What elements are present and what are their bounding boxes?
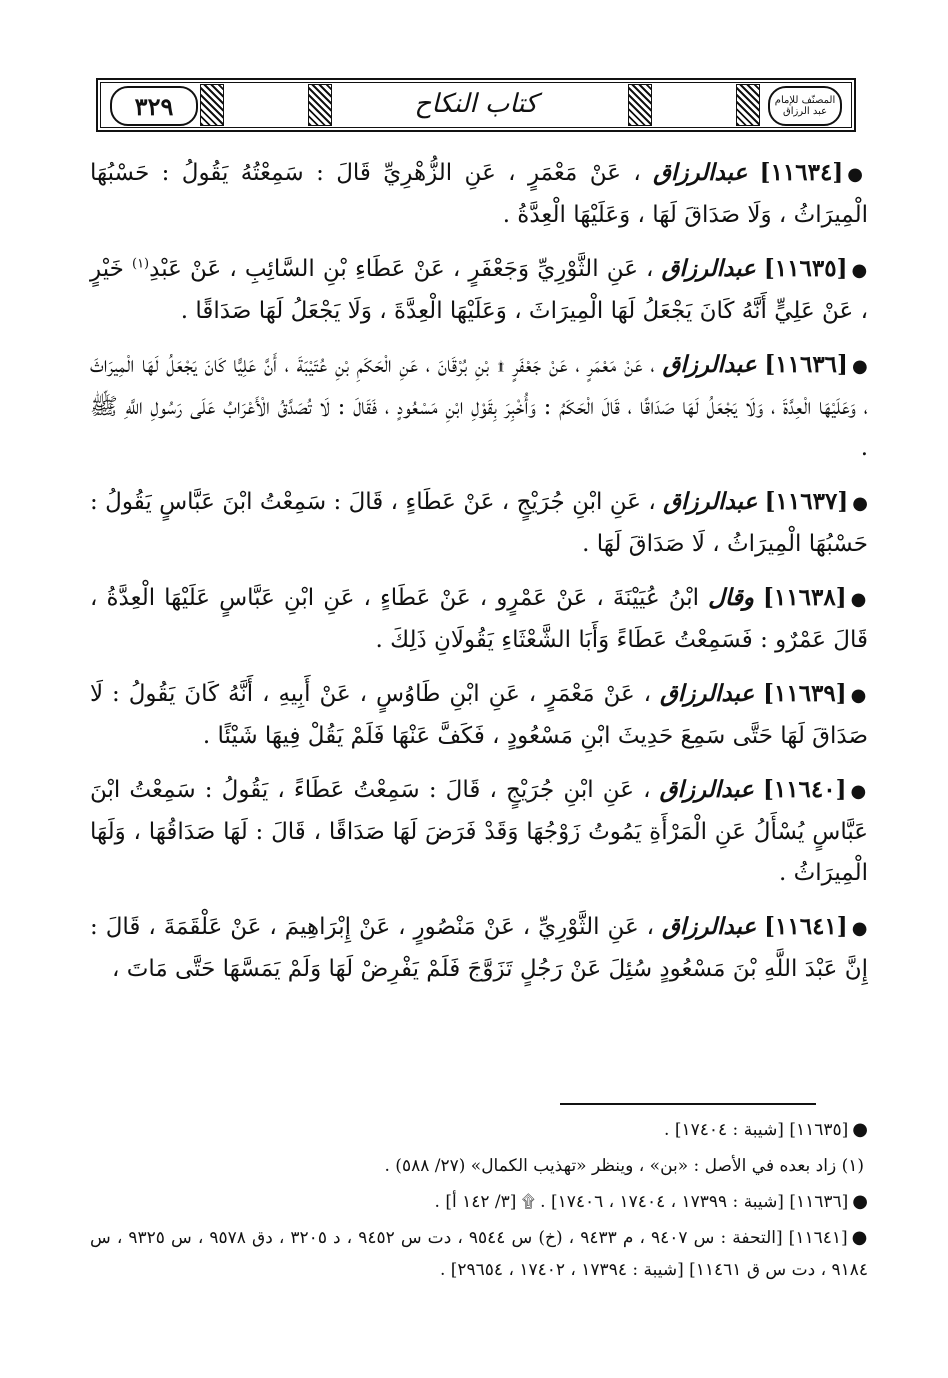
hadith-author: عبدالرزاق [653,159,748,186]
hadith-entry [90,248,868,332]
hadith-entry [90,577,868,661]
hadith-text: ، عَنِ ابْنِ جُرَيْجٍ ، عَنْ عَطَاءٍ ، قَالَ : سَمِعْتُ ابْنَ عَبَّاسٍ يَقُولُ : حَسْبُهَا الْمِيرَاثُ ، لَا صَدَاقَ لَهَا . [90,489,868,557]
hadith-entry [90,152,868,236]
hadith-number: [١١٦٣٧] [764,488,849,515]
bullet-icon: ● [851,918,869,939]
hadith-number: [١١٦٤١] [764,913,848,940]
footnote [90,1186,868,1218]
hadith-text: ابْنُ عُيَيْنَةَ ، عَنْ عَمْرٍو ، عَنْ عَطَاءٍ ، عَنِ ابْنِ عَبَّاسٍ عَلَيْهَا الْعِدَّةُ ، قَالَ عَمْرٌو : فَسَمِعْتُ عَطَاءً وَأَبَا الشَّعْثَاءِ يَقُولَانِ ذَلِكَ . [90,585,868,653]
hadith-number: [١١٦٤٠] [762,776,847,803]
hadith-number: [١١٦٣٥] [763,255,848,282]
bullet-icon: ● [847,164,868,185]
hadith-entry [90,481,868,565]
hadith-text: ، عَنْ مَعْمَرٍ ، عَنْ جَعْفَرٍ ۩ بْنِ بُرْقَانَ ، عَنِ الْحَكَمِ بْنِ عُتَيْبَةَ ، أَنَّ عَلِيًّا كَانَ يَجْعَلُ لَهَا الْمِيرَاثَ ، وَعَلَيْهَا الْعِدَّةَ ، وَلَا يَجْعَلُ لَهَا صَدَاقًا ، قَالَ الْحَكَمُ : وَأُخْبِرَ بِقَوْلِ ابْنِ مَسْعُودٍ ، فَقَالَ : لَا تُصَدَّقُ الْأَعْرَابُ عَلَى رَسُولِ اللَّهِ ﷺ . [90,352,868,461]
hadith-entry [90,673,868,757]
footnote-text: [١١٦٣٦] [شيبة : ١٧٣٩٩ ، ١٧٤٠٤ ، ١٧٤٠٦] . ۩ [٣/ ١٤٢ أ] . [434,1192,849,1212]
hadith-text: ، عَنِ الثَّوْرِيِّ ، عَنْ مَنْصُورٍ ، عَنْ إِبْرَاهِيمَ ، عَنْ عَلْقَمَةَ ، قَالَ : إِنَّ عَبْدَ اللَّهِ بْنَ مَسْعُودٍ سُئِلَ عَنْ رَجُلٍ تَزَوَّجَ فَلَمْ يَفْرِضْ لَهَا وَلَمْ يَمَسَّهَا حَتَّى مَاتَ ، [90,914,868,982]
page-header [96,78,856,132]
hadith-author: عبدالرزاق [661,255,756,282]
footnote-text: [١١٦٤١] [التحفة : س ٩٤٠٧ ، م ٩٤٣٣ ، (خ) س ٩٥٤٤ ، دت س ٩٤٥٢ ، د ٣٢٠٥ ، دق ٩٥٧٨ ، س ٩٣٢٥ ، س ٩١٨٤ ، دت س ق ١١٤٦١] [شيبة : ١٧٣٩٤ ، ١٧٤٠٢ ، ٢٩٦٥٤] . [90,1228,868,1280]
bullet-icon: ● [852,493,868,514]
bullet-icon: ● [850,685,868,706]
footnote [90,1222,868,1286]
book-logo: المصنّف للإمام عبد الرزاق [768,86,842,126]
ornament-left-2 [308,84,332,126]
hadith-entry [90,906,868,990]
hadith-number: [١١٦٣٩] [763,680,847,707]
footnote [90,1114,868,1146]
bullet-icon: ● [850,781,869,802]
hadith-text-continued: خَيْرٍ ، عَنْ عَلِيٍّ أَنَّهُ كَانَ يَجْعَلُ لَهَا الْمِيرَاثَ ، وَعَلَيْهَا الْعِدَّةَ ، وَلَا يَجْعَلُ لَهَا صَدَاقًا . [90,256,868,324]
hadith-author: عبدالرزاق [662,913,757,940]
ornament-right [736,84,760,126]
chapter-title: كتاب النكاح [414,89,538,119]
footnote [90,1150,868,1182]
bullet-icon: ● [852,1191,868,1212]
hadith-entry [90,769,868,894]
footnote-text: [١١٦٣٥] [شيبة : ١٧٤٠٤] . [664,1120,849,1140]
hadith-list [90,152,868,1002]
hadith-author: عبدالرزاق [662,351,757,378]
hadith-author: وقال [708,584,754,611]
page-number: ٣٢٩ [110,86,198,126]
hadith-number: [١١٦٣٨] [763,584,847,611]
hadith-author: عبدالرزاق [663,488,758,515]
hadith-author: عبدالرزاق [660,680,755,707]
hadith-number: [١١٦٣٤] [759,159,844,186]
ornament-left [200,84,224,126]
bullet-icon: ● [852,1119,868,1140]
hadith-text: ، عَنْ مَعْمَرٍ ، عَنِ الزُّهْرِيِّ قَالَ : سَمِعْتُهُ يَقُولُ : حَسْبُهَا الْمِيرَاثُ ، وَلَا صَدَاقَ لَهَا ، وَعَلَيْهَا الْعِدَّةُ . [90,160,868,228]
footnote-marker[interactable]: (١) [131,256,150,272]
hadith-text: ، عَنِ الثَّوْرِيِّ وَجَعْفَرٍ ، عَنْ عَطَاءِ بْنِ السَّائِبِ ، عَنْ عَبْدِ [149,256,654,282]
hadith-text: ، عَنْ مَعْمَرٍ ، عَنِ ابْنِ طَاوُسٍ ، عَنْ أَبِيهِ ، أَنَّهُ كَانَ يَقُولُ : لَا صَدَاقَ لَهَا حَتَّى سَمِعَ حَدِيثَ ابْنِ مَسْعُودٍ ، فَكَفَّ عَنْهَا فَلَمْ يَقُلْ فِيهَا شَيْئًا . [90,681,868,749]
footnote-text: (١) زاد بعده في الأصل : «بن» ، وينظر «تهذيب الكمال» (٢٧/ ٥٨٨) . [384,1156,864,1176]
bullet-icon: ● [850,589,869,610]
bullet-icon: ● [851,1227,869,1248]
footnote-divider [560,1103,816,1105]
footnotes [90,1114,868,1290]
ornament-right-2 [628,84,652,126]
bullet-icon: ● [851,260,868,281]
hadith-number: [١١٦٣٦] [764,351,848,378]
hadith-text: ، عَنِ ابْنِ جُرَيْجٍ ، قَالَ : سَمِعْتُ عَطَاءً ، يَقُولُ : سَمِعْتُ ابْنَ عَبَّاسٍ يُسْأَلُ عَنِ الْمَرْأَةِ يَمُوتُ زَوْجُهَا وَقَدْ فَرَضَ لَهَا صَدَاقًا ، قَالَ : لَهَا صَدَاقُهَا ، وَلَهَا الْمِيرَاثُ . [90,777,868,886]
hadith-entry [90,344,868,469]
bullet-icon: ● [851,356,869,377]
hadith-author: عبدالرزاق [659,776,754,803]
